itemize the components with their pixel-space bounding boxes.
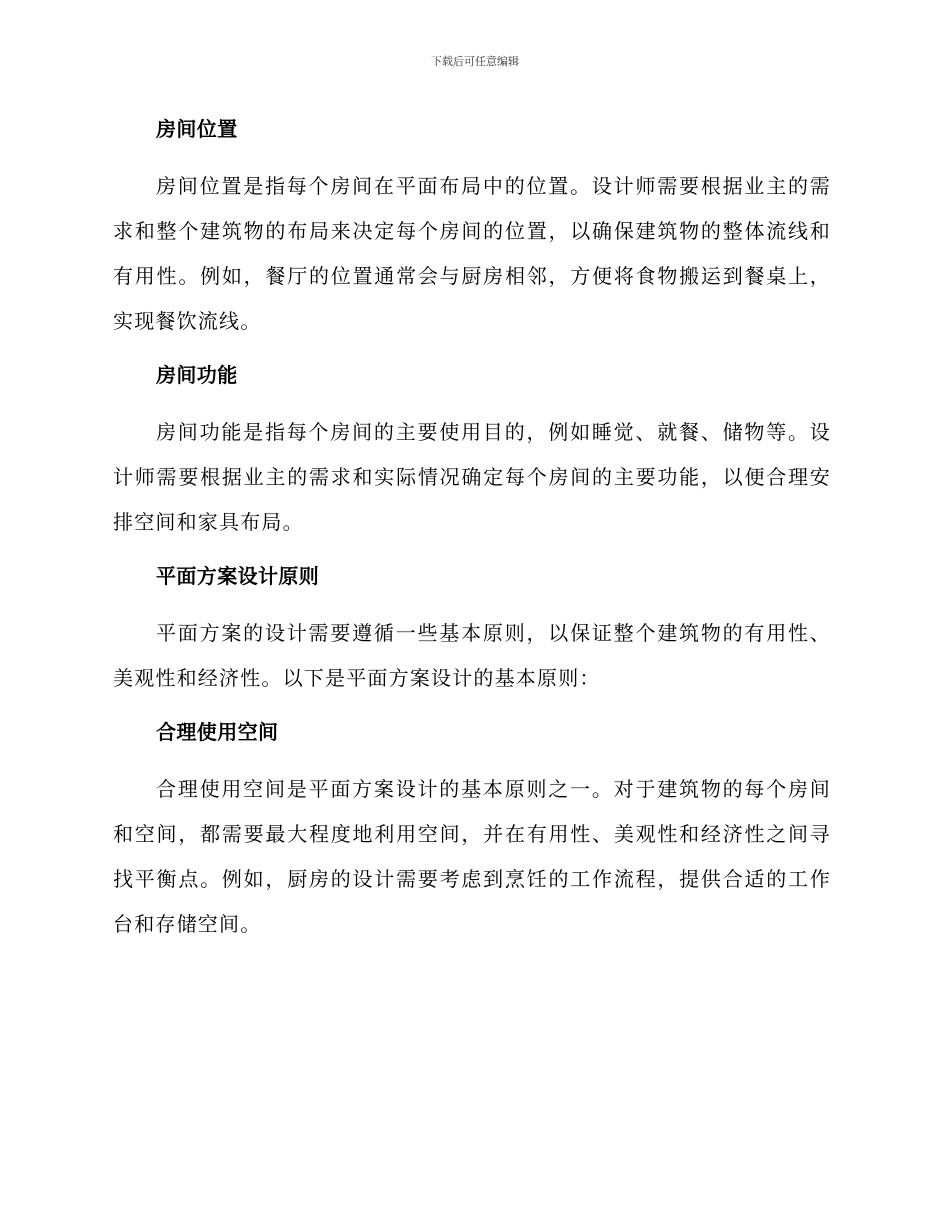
section-heading-room-function: 房间功能 bbox=[156, 363, 238, 387]
section-heading-space-use: 合理使用空间 bbox=[156, 720, 279, 744]
page-header-note: 下载后可任意编辑 bbox=[431, 55, 519, 68]
section-paragraph-room-location: 房间位置是指每个房间在平面布局中的位置。设计师需要根据业主的需求和整个建筑物的布局来决定每个房间的位置，以确保建筑物的整体流线和有用性。例如，餐厅的位置通常会与厨房相邻，方便将食物搬运到餐桌上，实现餐饮流线。 bbox=[113, 174, 831, 333]
section-paragraph-space-use: 合理使用空间是平面方案设计的基本原则之一。对于建筑物的每个房间和空间，都需要最大程度地利用空间，并在有用性、美观性和经济性之间寻找平衡点。例如，厨房的设计需要考虑到烹饪的工作流程，提供合适的工作台和存储空间。 bbox=[113, 777, 831, 936]
section-heading-room-location: 房间位置 bbox=[156, 117, 238, 141]
section-paragraph-design-principles: 平面方案的设计需要遵循一些基本原则，以保证整个建筑物的有用性、美观性和经济性。以下是平面方案设计的基本原则： bbox=[113, 621, 831, 690]
section-paragraph-room-function: 房间功能是指每个房间的主要使用目的，例如睡觉、就餐、储物等。设计师需要根据业主的需求和实际情况确定每个房间的主要功能，以便合理安排空间和家具布局。 bbox=[113, 420, 831, 534]
document-body bbox=[113, 114, 831, 947]
section-heading-design-principles: 平面方案设计原则 bbox=[156, 564, 320, 588]
